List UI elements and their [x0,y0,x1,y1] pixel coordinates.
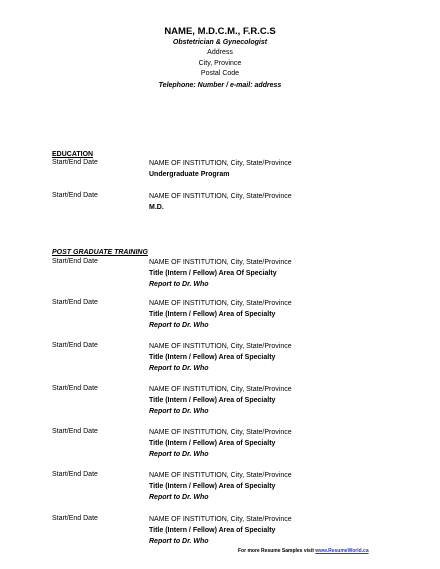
entry-institution: NAME OF INSTITUTION, City, State/Province [149,429,292,436]
entry-institution: NAME OF INSTITUTION, City, State/Province [149,343,292,350]
entry-date: Start/End Date [52,192,98,199]
entry-date: Start/End Date [52,342,98,349]
entry-details [149,384,292,417]
entry-role: Title (Intern / Fellow) Area of Specialty [149,397,276,404]
entry-details [149,298,292,331]
contact-line: Telephone: Number / e-mail: address [158,81,282,89]
entry-details [149,514,292,547]
entry-report: Report to Dr. Who [149,322,209,329]
training-heading: POST GRADUATE TRAINING [52,249,148,256]
entry-date: Start/End Date [52,258,98,265]
entry-report: Report to Dr. Who [149,538,209,545]
entry-institution: NAME OF INSTITUTION, City, State/Province [149,516,292,523]
entry-details [149,341,292,374]
postal-line: Postal Code [200,70,240,77]
entry-role: Title (Intern / Fellow) Area of Specialty [149,483,276,490]
entry-institution: NAME OF INSTITUTION, City, State/Province [149,300,292,307]
entry-details [149,191,292,213]
entry-report: Report to Dr. Who [149,494,209,501]
entry-role: Title (Intern / Fellow) Area of Specialty [149,440,276,447]
entry-report: Report to Dr. Who [149,365,209,372]
entry-role: Title (Intern / Fellow) Area of Specialty [149,527,276,534]
entry-program: Undergraduate Program [149,171,230,178]
entry-role: Title (Intern / Fellow) Area of Specialty [149,354,276,361]
entry-date: Start/End Date [52,385,98,392]
education-heading: EDUCATION [52,151,94,158]
doctor-name: NAME, M.D.C.M., F.R.C.S [164,26,276,37]
resume-header [0,26,440,91]
entry-date: Start/End Date [52,159,98,166]
entry-program: M.D. [149,204,164,211]
address-line: Address [207,49,233,56]
entry-institution: NAME OF INSTITUTION, City, State/Province [149,472,292,479]
footer-text: For more Resume Samples visit [238,548,316,554]
city-line: City, Province [198,59,242,67]
entry-role: Title (Intern / Fellow) Area Of Specialty [149,270,277,277]
footer-note [238,548,369,554]
entry-date: Start/End Date [52,299,98,306]
resume-world-link[interactable]: www.ResumeWorld.ca [315,548,369,554]
specialty-title: Obstetrician & Gynecologist [172,39,268,46]
entry-institution: NAME OF INSTITUTION, City, State/Province [149,193,292,200]
entry-details [149,257,292,290]
entry-report: Report to Dr. Who [149,408,209,415]
entry-details [149,158,292,180]
entry-details [149,470,292,503]
entry-institution: NAME OF INSTITUTION, City, State/Province [149,160,292,167]
entry-date: Start/End Date [52,471,98,478]
entry-institution: NAME OF INSTITUTION, City, State/Province [149,386,292,393]
entry-date: Start/End Date [52,515,98,522]
entry-details [149,427,292,460]
entry-role: Title (Intern / Fellow) Area of Specialty [149,311,276,318]
entry-date: Start/End Date [52,428,98,435]
entry-report: Report to Dr. Who [149,451,209,458]
entry-report: Report to Dr. Who [149,281,209,288]
entry-institution: NAME OF INSTITUTION, City, State/Province [149,259,292,266]
